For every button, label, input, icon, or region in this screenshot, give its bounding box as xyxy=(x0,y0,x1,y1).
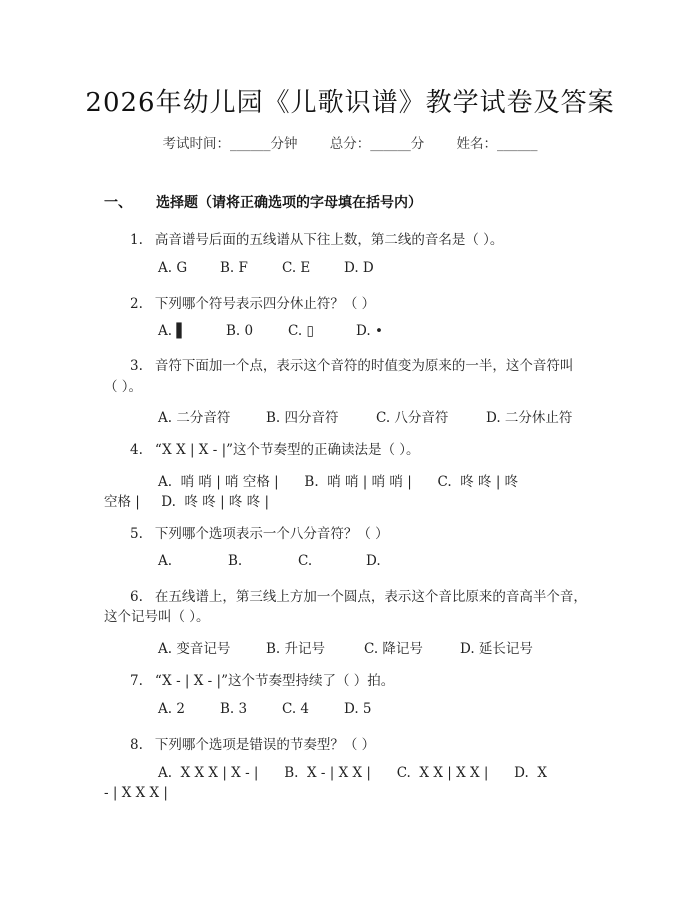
question-3 xyxy=(130,354,573,374)
question-number: 7. xyxy=(130,673,143,689)
question-2 xyxy=(130,292,375,312)
question-number: 3. xyxy=(130,358,143,374)
option-c: C. 降记号 xyxy=(364,641,423,657)
option-b: B. 0 xyxy=(226,323,254,339)
question-text: 音符下面加一个点，表示这个音符的时值变为原来的一半，这个音符叫 xyxy=(154,358,574,374)
question-text: 下列哪个符号表示四分休止符？（ ） xyxy=(154,296,376,312)
exam-name: 姓名：______ xyxy=(456,136,538,152)
question-5 xyxy=(130,522,389,542)
option-a: A. 二分音符 xyxy=(158,410,231,426)
question-number: 6. xyxy=(130,589,143,605)
option-b: B. 3 xyxy=(220,701,248,717)
option-d: D. D xyxy=(344,260,374,276)
question-text: 在五线谱上，第三线上方加一个圆点，表示这个音比原来的音高半个音， xyxy=(154,589,587,605)
box-symbol-icon: ▯ xyxy=(306,323,314,339)
section-heading xyxy=(104,192,422,212)
question-3-continued: （ ）。 xyxy=(104,379,143,395)
rest-symbol-icon: ▌ xyxy=(176,323,187,339)
option-a: A. xyxy=(158,553,173,569)
question-4-options-line1: A. 哨 哨 | 哨 空格 | B. 哨 哨 | 哨 哨 | C. 咚 咚 | 咚 xyxy=(158,474,519,490)
option-d-label: D. xyxy=(356,323,371,339)
option-b: B. F xyxy=(220,260,248,276)
exam-info xyxy=(0,132,700,152)
question-2-options xyxy=(158,323,383,339)
question-6-options xyxy=(158,637,533,657)
question-3-options xyxy=(158,406,572,426)
option-a: A. 2 xyxy=(158,701,185,717)
question-5-options xyxy=(158,553,381,569)
option-d: D. 5 xyxy=(344,701,372,717)
option-b: B. 四分音符 xyxy=(266,410,339,426)
option-d: D. 二分休止符 xyxy=(486,410,573,426)
question-text: 高音谱号后面的五线谱从下往上数，第二线的音名是（ ）。 xyxy=(154,232,504,248)
page-title: 2026年幼儿园《儿歌识谱》教学试卷及答案 xyxy=(85,88,615,118)
exam-score: 总分：______分 xyxy=(329,136,425,152)
option-a-label: A. xyxy=(158,323,173,339)
option-b: B. 升记号 xyxy=(266,641,326,657)
exam-time: 考试时间：______分钟 xyxy=(162,136,298,152)
option-a: A. 变音记号 xyxy=(158,641,231,657)
question-number: 8. xyxy=(130,737,143,753)
question-number: 5. xyxy=(130,526,143,542)
option-c-label: C. xyxy=(288,323,303,339)
option-a xyxy=(158,323,226,339)
question-8-options-line1: A. X X X | X - | B. X - | X X | C. X X | X X | D. X xyxy=(158,765,548,781)
question-number: 4. xyxy=(130,442,143,458)
question-4-options-line2: 空格 | D. 咚 咚 | 咚 咚 | xyxy=(104,494,270,510)
option-c: C. xyxy=(298,553,313,569)
option-d: D. 延长记号 xyxy=(460,641,533,657)
question-7-options xyxy=(158,701,372,717)
option-d xyxy=(356,323,383,339)
question-number: 2. xyxy=(130,296,143,312)
question-6-continued: 这个记号叫（ ）。 xyxy=(104,609,210,625)
option-d: D. xyxy=(366,553,381,569)
option-c: C. 八分音符 xyxy=(376,410,449,426)
question-7 xyxy=(130,669,394,689)
option-a: A. G xyxy=(158,260,188,276)
section-title: 选择题（请将正确选项的字母填在括号内） xyxy=(156,195,422,211)
question-1 xyxy=(130,228,503,248)
question-text: “X X | X - |”这个节奏型的正确读法是（ ）。 xyxy=(154,442,420,458)
option-b: B. xyxy=(228,553,243,569)
option-c: C. 4 xyxy=(282,701,310,717)
question-8-options-line2: - | X X X | xyxy=(104,785,168,801)
question-4 xyxy=(130,438,420,458)
question-number: 1. xyxy=(130,232,143,248)
option-c xyxy=(288,323,356,339)
section-number: 一、 xyxy=(104,195,132,211)
question-1-options xyxy=(158,260,374,276)
question-6 xyxy=(130,585,587,605)
dot-symbol-icon: • xyxy=(374,323,383,339)
question-text: “X - | X - |”这个节奏型持续了（ ）拍。 xyxy=(154,673,395,689)
question-text: 下列哪个选项表示一个八分音符？（ ） xyxy=(154,526,389,542)
question-text: 下列哪个选项是错误的节奏型？（ ） xyxy=(154,737,376,753)
option-c: C. E xyxy=(282,260,311,276)
question-8 xyxy=(130,733,375,753)
